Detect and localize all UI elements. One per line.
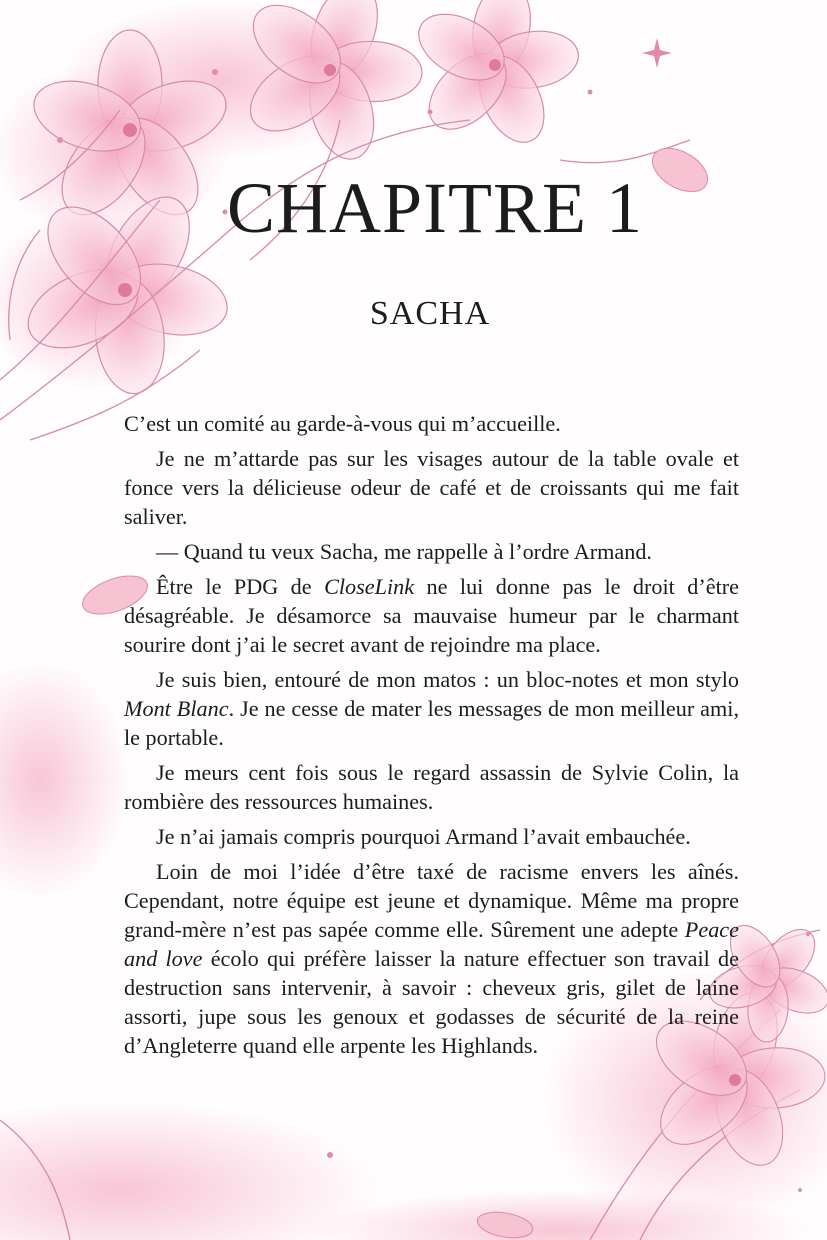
chapter-subtitle: SACHA <box>369 295 491 332</box>
paragraph: Je meurs cent fois sous le regard assassin de Sylvie Colin, la rombière des ressources humaines. <box>124 760 739 814</box>
paragraph: Être le PDG de CloseLink ne lui donne pas le droit d’être désagréable. Je désamorce sa mauvaise humeur par le charmant sourire dont j’ai le secret avant de rejoindre ma place. <box>124 574 740 657</box>
brand-name: Mont Blanc <box>124 696 229 721</box>
chapter-body <box>124 409 739 1066</box>
paragraph: Loin de moi l’idée d’être taxé de racisme envers les aînés. Cependant, notre équipe est jeune et dynamique. Même ma propre grand-mère n’est pas sapée comme elle. Sûrement une adepte Peace and love écolo qui préfère laisser la nature effectuer son travail de destruction sans intervenir, à savoir : cheveux gris, gilet de laine assorti, jupe sous les genoux et godasses de sécurité de la reine d’Angleterre quand elle arpente les Highlands. <box>124 859 739 1058</box>
paragraph: C’est un comité au garde-à-vous qui m’accueille. <box>124 411 561 436</box>
paragraph: Je ne m’attarde pas sur les visages autour de la table ovale et fonce vers la délicieuse odeur de café et de croissants qui me fait saliver. <box>124 446 739 529</box>
paragraph: Je suis bien, entouré de mon matos : un bloc-notes et mon stylo Mont Blanc. Je ne cesse de mater les messages de mon meilleur ami, le portable. <box>124 667 740 750</box>
dialogue-paragraph: — Quand tu veux Sacha, me rappelle à l’ordre Armand. <box>156 539 652 564</box>
company-name: CloseLink <box>324 574 415 599</box>
paragraph: Je n’ai jamais compris pourquoi Armand l’avait embauchée. <box>156 824 691 849</box>
chapter-title: CHAPITRE 1 <box>226 168 644 248</box>
emphasis-phrase: Peace and love <box>124 917 739 971</box>
